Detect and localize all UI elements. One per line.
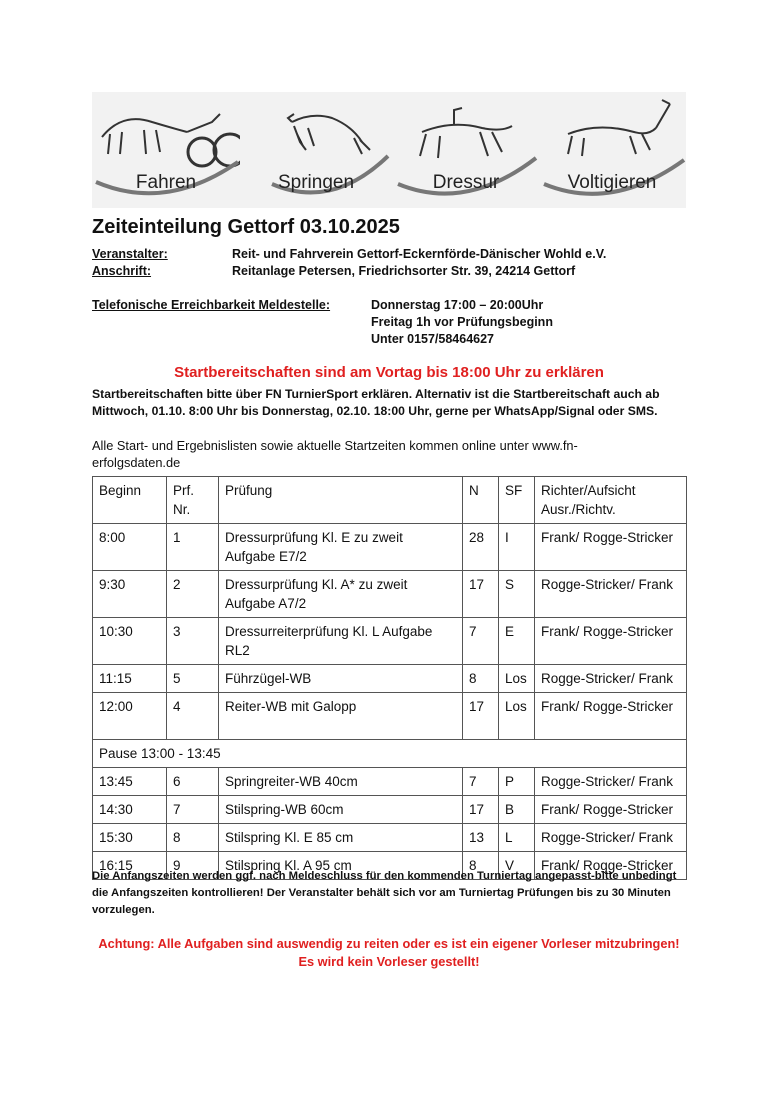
cell-sf: E [499, 618, 535, 665]
cell-sf: S [499, 571, 535, 618]
cell-pruefung: Dressurprüfung Kl. A* zu zweit Aufgabe A7/2 [219, 571, 463, 618]
logo-voltigieren [538, 92, 686, 208]
cell-pruefung: Dressurreiterprüfung Kl. L Aufgabe RL2 [219, 618, 463, 665]
cell-sf: V [499, 852, 535, 880]
cell-n: 7 [463, 618, 499, 665]
cell-beginn: 10:30 [93, 618, 167, 665]
cell-sf: B [499, 796, 535, 824]
cell-beginn: 16:15 [93, 852, 167, 880]
cell-n: 7 [463, 768, 499, 796]
cell-prf: 1 [167, 524, 219, 571]
table-row [93, 768, 687, 796]
cell-prf: 6 [167, 768, 219, 796]
cell-richter: Rogge-Stricker/ Frank [535, 824, 687, 852]
table-header-row [93, 477, 687, 524]
cell-n: 17 [463, 571, 499, 618]
cell-richter: Frank/ Rogge-Stricker [535, 796, 687, 824]
cell-pruefung: Stilspring Kl. A 95 cm [219, 852, 463, 880]
logo-label: Fahren [135, 172, 197, 193]
table-row [93, 618, 687, 665]
cell-sf: Los [499, 665, 535, 693]
cell-beginn: 15:30 [93, 824, 167, 852]
schedule-table [92, 476, 687, 880]
table-row [93, 524, 687, 571]
cell-pruefung: Reiter-WB mit Galopp [219, 693, 463, 740]
cell-beginn: 9:30 [93, 571, 167, 618]
table-row [93, 693, 687, 740]
address-label: Anschrift: [92, 264, 152, 278]
phone-line-1: Donnerstag 17:00 – 20:00Uhr [371, 298, 544, 312]
cell-prf: 8 [167, 824, 219, 852]
phone-line-3: Unter 0157/58464627 [371, 332, 495, 346]
cell-richter: Rogge-Stricker/ Frank [535, 665, 687, 693]
phone-label: Telefonische Erreichbarkeit Meldestelle: [92, 298, 331, 312]
cell-beginn: 13:45 [93, 768, 167, 796]
cell-beginn: 12:00 [93, 693, 167, 740]
cell-pruefung: Dressurprüfung Kl. E zu zweit Aufgabe E7/2 [219, 524, 463, 571]
cell-beginn: 14:30 [93, 796, 167, 824]
pause-cell: Pause 13:00 - 13:45 [93, 740, 687, 768]
phone-line-2: Freitag 1h vor Prüfungsbeginn [371, 315, 553, 329]
cell-richter: Rogge-Stricker/ Frank [535, 768, 687, 796]
cell-sf: P [499, 768, 535, 796]
cell-n: 17 [463, 693, 499, 740]
cell-pruefung: Springreiter-WB 40cm [219, 768, 463, 796]
organizer-value: Reit- und Fahrverein Gettorf-Eckernförde-Dänischer Wohld e.V. [232, 247, 607, 261]
logo-label: Dressur [432, 172, 500, 193]
cell-beginn: 8:00 [93, 524, 167, 571]
cell-pruefung: Stilspring Kl. E 85 cm [219, 824, 463, 852]
warning-note [92, 935, 686, 971]
cell-richter: Frank/ Rogge-Stricker [535, 693, 687, 740]
cell-sf: Los [499, 693, 535, 740]
organizer-label: Veranstalter: [92, 247, 168, 261]
cell-prf: 2 [167, 571, 219, 618]
header-prf: Prf. Nr. [167, 477, 219, 524]
cell-n: 8 [463, 852, 499, 880]
warning-line-2: Es wird kein Vorleser gestellt! [298, 954, 480, 969]
table-row [93, 796, 687, 824]
cell-n: 28 [463, 524, 499, 571]
header-richter: Richter/Aufsicht Ausr./Richtv. [535, 477, 687, 524]
logo-label: Voltigieren [567, 172, 657, 193]
logo-fahren [92, 92, 240, 208]
logo-banner [92, 92, 686, 208]
cell-pruefung: Stilspring-WB 60cm [219, 796, 463, 824]
logo-springen [242, 92, 390, 208]
header-pruefung: Prüfung [219, 477, 463, 524]
table-row [93, 824, 687, 852]
logo-label: Springen [277, 172, 355, 193]
warning-line-1: Achtung: Alle Aufgaben sind auswendig zu reiten oder es ist ein eigener Vorleser mitzubringen! [98, 936, 680, 951]
cell-prf: 3 [167, 618, 219, 665]
notice-headline: Startbereitschaften sind am Vortag bis 18:00 Uhr zu erklären [174, 364, 604, 381]
cell-prf: 9 [167, 852, 219, 880]
cell-richter: Frank/ Rogge-Stricker [535, 524, 687, 571]
cell-pruefung: Führzügel-WB [219, 665, 463, 693]
cell-n: 17 [463, 796, 499, 824]
header-beginn: Beginn [93, 477, 167, 524]
cell-richter: Rogge-Stricker/ Frank [535, 571, 687, 618]
online-note: Alle Start- und Ergebnislisten sowie aktuelle Startzeiten kommen online unter www.fn-erfolgsdaten.de [92, 438, 578, 470]
header-n: N [463, 477, 499, 524]
cell-n: 13 [463, 824, 499, 852]
cell-sf: I [499, 524, 535, 571]
cell-prf: 4 [167, 693, 219, 740]
table-row [93, 571, 687, 618]
cell-richter: Frank/ Rogge-Stricker [535, 852, 687, 880]
address-value: Reitanlage Petersen, Friedrichsorter Str. 39, 24214 Gettorf [232, 264, 576, 278]
cell-sf: L [499, 824, 535, 852]
cell-prf: 7 [167, 796, 219, 824]
cell-n: 8 [463, 665, 499, 693]
cell-prf: 5 [167, 665, 219, 693]
logo-dressur [392, 92, 540, 208]
page-title: Zeiteinteilung Gettorf 03.10.2025 [92, 216, 400, 238]
pause-row [93, 740, 687, 768]
cell-richter: Frank/ Rogge-Stricker [535, 618, 687, 665]
table-row [93, 665, 687, 693]
notice-body: Startbereitschaften bitte über FN TurnierSport erklären. Alternativ ist die Startbereitschaft auch ab Mittwoch, 01.10. 8:00 Uhr bis Donnerstag, 02.10. 18:00 Uhr, gerne per WhatsApp/Signal oder SMS. [92, 387, 660, 418]
header-sf: SF [499, 477, 535, 524]
cell-beginn: 11:15 [93, 665, 167, 693]
footnote: Die Anfangszeiten werden ggf. nach Meldeschluss für den kommenden Turniertag angepasst-bitte unbedingt die Anfangszeiten kontrollieren! Der Veranstalter behält sich vor am Turniertag Prüfungen bis zu 30 Minuten vorzulegen. [92, 870, 677, 916]
